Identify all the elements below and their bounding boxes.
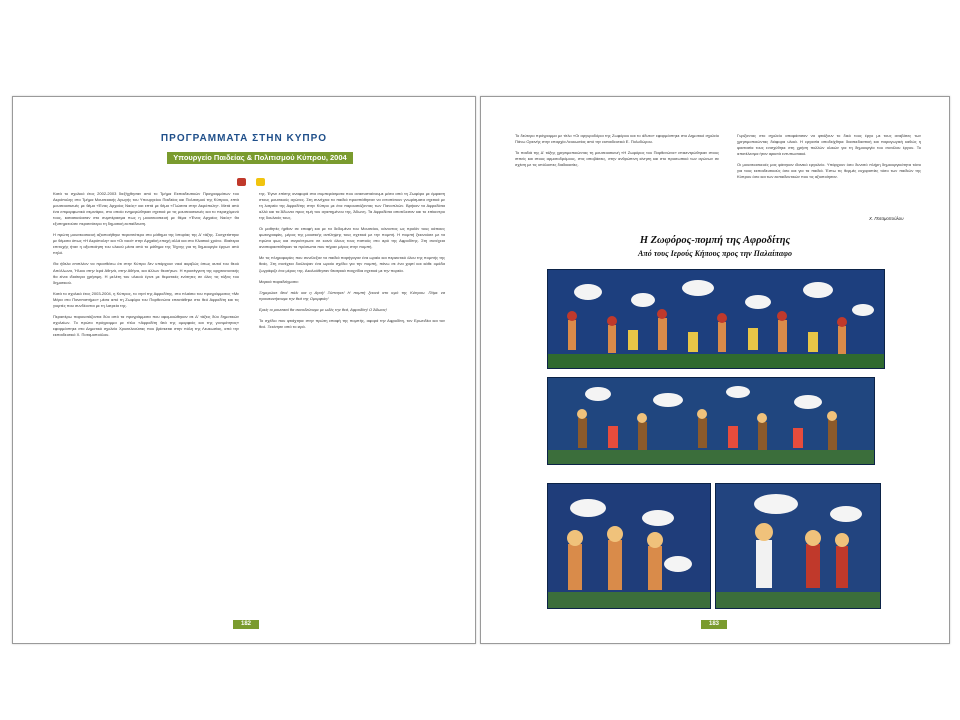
quote: Ξημερώσε θεοί πάλι και η Αγνή! Ξύπνησε! Η πομπή ξεκινά στο ιερό της Κύπρου. Πάμε να προσκυνήσουμε την θεά της Ομορφιάς! xyxy=(259,289,445,301)
right-column-1 xyxy=(515,133,719,173)
red-logo-icon xyxy=(237,178,246,186)
paragraph: της. Έγινε επίσης αναφορά στα συμπεράσματα που ανασυσταίνουμε μέσα από τη Ζωφόρο με έμφαση στους μουσικούς αγώνες. Στη συνέχεια τα παιδιά προσπάθησαν να εντοπίσουν γνωρίσματα σχετικά με τη λατρεία της Αφροδίτης στην Κύπρο με ένα παρουσιάζοντας των Πανοπλιών. Βρήκαν τα Αφροδίσια αλλά και τα Άδωνια προς τιμή του αγαπημένου της, Άδωνη. Τα Αφροδίσια αποτέλεσαν και το επίκεντρο της δουλειάς τους. xyxy=(259,191,445,221)
paragraph: Κατά το σχολικό έτος 2003-2004, η Κύπρος, το νησί της Αφροδίτης, στο πλαίσιο του προγράμματος «Με Μέρα στο Πανεπιστήμιο» μέσα από τη Ζωφόρο του Παρθενώνα επεκτάθηκε στο θεό Αφροδίτη και τις γιορτές που συνδέονται με τη λατρεία της. xyxy=(53,290,239,308)
paragraph: Το δεύτερο πρόγραμμα με τίτλο «Οι αργυροδόροι της Ζωφόρου και το άδυτο» εφαρμόστηκε στο Δημοτικό σχολείο Πάνω Ορεινής στην επαρχία Λευκωσίας από την εκπαιδευτικό Ε. Πολυδώρου. xyxy=(515,133,719,145)
page-number: 182 xyxy=(233,620,259,629)
paragraph: Το παιδιά της Δ' τάξης χρησιμοποιώντας τη μουσειοσκευή «Η Ζωφόρος του Παρθενώνα» επικεντρώθηκαν στους ιππείς και στους αρματοδρόμους, στις αποβάσεις, στην ανθρώπινη κίνηση και στο προσωπικό των αγώνων σε σχέση με τις υπόλοιπες διαδικασίες. xyxy=(515,150,719,168)
logos xyxy=(237,171,281,181)
ministry-banner: Υπουργείο Παιδείας & Πολιτισμού Κύπρου, 2004 xyxy=(167,152,353,164)
paragraph: Η πρώτη μουσειοσκευή αξιοποιήθηκε περισσότερο στο μάθημα της Ιστορίας της Δ' τάξης. Συσχετίστηκε με θέματα όπως «Η Ακρόπολη» και «Οι ναοί» στην Αρχαϊκή εποχή αλλά και στο Κλασικό χρόνο. Ιδιαίτερα επιτυχής ήταν η αξιοποίηση του υλικού μέσα από το μάθημα της Τέχνης για τη δημιουργία έργων από πηλό. xyxy=(53,232,239,256)
left-column-2 xyxy=(259,191,445,335)
artwork-subtitle: Από τους Ιερούς Κήπους προς την Παλαίπαφο xyxy=(638,249,792,258)
painting-middle xyxy=(547,377,875,465)
procession-figures-bottom-right xyxy=(716,484,880,608)
paragraph: Θα ήθελα επιπλέον να προσθέσω ότι στην Κύπρο δεν υπάρχουν ναοί ακριβώς όπως αυτοί του θεού Απόλλωνα, Ήλιου στην Ιερά Αθηνά, στην Αθήνα, και άλλων θεοτήτων. Η προσέγγιση της αρχιτεκτονικής θα είναι ιδιαίτερα χρήσιμη. Η μελέτη του υλικού έγινε με θεματικές ενότητες σε όλες τις τάξεις του δημοτικού. xyxy=(53,261,239,285)
paragraph: Μερικά παραδείγματα: xyxy=(259,278,299,284)
painting-bottom-left xyxy=(547,483,711,609)
signature: Χ. Ποταμοπούλου xyxy=(869,216,904,221)
page-title: ΠΡΟΓΡΑΜΜΑΤΑ ΣΤΗΝ ΚΥΠΡΟ xyxy=(160,133,328,144)
procession-figures-middle xyxy=(548,378,874,464)
painting-bottom-right xyxy=(715,483,881,609)
paragraph: Κατά το σχολικό έτος 2002-2003 διεξήχθησαν από το Τμήμα Εκπαιδευτικών Προγραμμάτων του Ακρόπολης στο Τμήμα Μουσειακής Αγωγής του Υπουργείου Παιδείας και Πολιτισμού της Κύπρου, επτά μουσειοσκευές με θέμα «Ένας Αρχαίος Ναός» και επτά με θέμα «Γλώσσα στην Ακρόπολη». Μετά από ένα επιμορφωτικό σεμινάριο, στο οποίο ενημερώθηκαν σχετικά με τις μουσειοσκευές και το περιεχόμενό τους, κατασκεύασαν στο συμπέρασμα πως η μουσειοσκευή με θέμα «Ένας Αρχαίος Ναός» θα εξυπηρετούσε περισσότερο τη δημοτική εκπαίδευση. xyxy=(53,191,239,227)
page-number: 183 xyxy=(701,620,727,629)
paragraph: Οι μουσειοσκευές μας φάνηκαν ιδανικό εργαλείο. Υπάρχουν όσο δυνατό πλήρη δημιουργικότητα τόσο για τους εκπαιδευτικούς όσο και για τα παιδιά. Έστω τις θερμές ευχαριστίες τόσο των παιδιών της Κύπρου όσο και των εκπαιδευτικών που τις αξιοποίησαν. xyxy=(737,162,921,180)
paragraph: Οι μαθητές ήρθαν σε επαφή και με τα δεδομένα του Μουσείου, κάνοντας ως προϊόν τους κάποιες φωτογραφίες, μέρος της μουσικής αντίληψης τους σχετικά με την πομπή. Η πομπή ξεκινούσε με τα πρώτα φως και συγκέντρωνε σε κοινό όλους τους πιστούς στο ιερό της Αφροδίτης. Στη συνέχεια αναπαραστάθηκαν τα πρόσωπα που πήραν μέρος στην πομπή. xyxy=(259,226,445,250)
paragraph: Περαιτέρω παρουσιάζονται δύο από τα προγράμματα που αφομοιώθηκαν σε Δ' τάξεις δύο δημοτικών σχολείων. Το πρώτο πρόγραμμα με τίτλο «Αφροδίτη θεά της ομορφιάς και της γονιμότητας» εφαρμόστηκε στο Δημοτικό σχολείο Χρυσελεούσας που βρίσκεται στην πόλη της Λευκωσίας, από την εκπαιδευτικό Χ. Ποταμοπούλου. xyxy=(53,313,239,337)
procession-figures-top xyxy=(548,270,884,368)
left-column-1 xyxy=(53,191,239,343)
paragraph: Γυρίζοντας στο σχολείο αποφάσισαν να φτιάξουν το δικό τους έργο με τους αναβάτες των χρησιμοποιώντας διάφορα υλικά. Η εργασία αποδείχθηκε διασκεδαστική και παραγωγική καθώς η φαντασία τους ενισχύθηκε στη χρήση πολλών υλικών για τη δημιουργία του συνόλου έργου. Το αποτέλεσμα ήταν αρκετά εντυπωσιακό. xyxy=(737,133,921,157)
paragraph: Το σχέδιο που φτιάχτηκε στην πρώτη επαφή της πομπής, αφορά την Αφροδίτη, τον Ερωτιδέα και τον θεό. Ξεκίνησε από το ιερό. xyxy=(259,317,445,329)
paragraph: Με τις πληροφορίες που συνέλεξαν τα παιδιά παρήγαγαν ένα ωραίο και περιεκτικό όλου της πομπής της θεάς. Στη συνέχεια δούλεψαν ένα ωραίο σχέδιο για την πομπή, πάνω σε ένα χαρτί και κάθε ομάδα ζωγράφιζε ένα μέρος της. Ακολούθησαν θεατρικά παιχνίδια σχετικά με την πορεία. xyxy=(259,255,445,273)
artwork-title: Η Ζωφόρος-πομπή της Αφροδίτης xyxy=(639,235,791,246)
right-column-2 xyxy=(737,133,921,185)
left-page xyxy=(12,96,476,644)
painting-top xyxy=(547,269,885,369)
quote: Εμείς οι μουσικοί θα συνοδεύουμε με ωδές την θεά, Αφροδίτη! Ο Άδωνις! xyxy=(259,306,388,312)
right-page xyxy=(480,96,950,644)
procession-figures-bottom-left xyxy=(548,484,710,608)
yellow-logo-icon xyxy=(256,178,265,186)
